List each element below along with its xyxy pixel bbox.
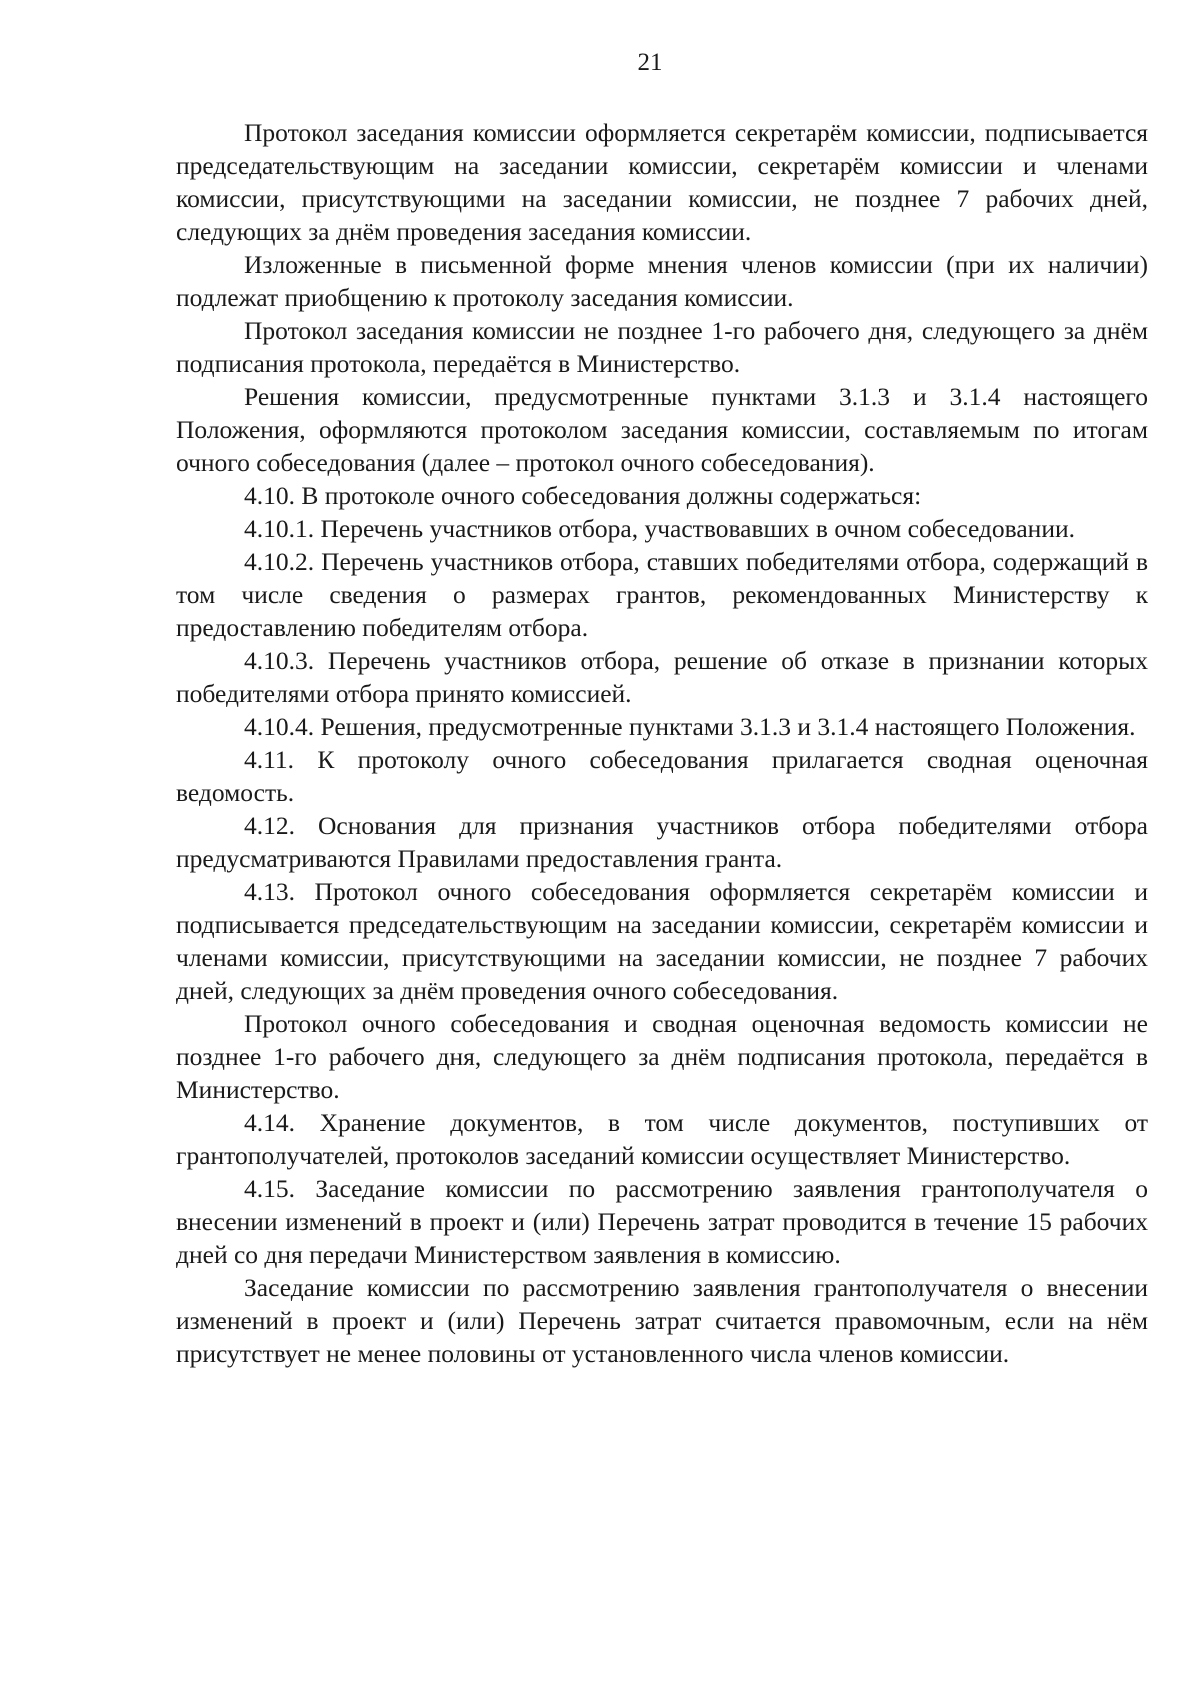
paragraph-clause-4-10-4: 4.10.4. Решения, предусмотренные пунктами 3.1.3 и 3.1.4 настоящего Положения. xyxy=(244,712,1136,741)
paragraph-clause-4-12: 4.12. Основания для признания участников отбора победителями отбора предусматриваются Правилами предоставления гранта. xyxy=(176,811,1148,873)
paragraph: Протокол заседания комиссии не позднее 1-го рабочего дня, следующего за днём подписания протокола, передаётся в Министерство. xyxy=(176,316,1148,378)
paragraph: Решения комиссии, предусмотренные пунктами 3.1.3 и 3.1.4 настоящего Положения, оформляются протоколом заседания комиссии, составляемым по итогам очного собеседования (далее – протокол очного собеседования). xyxy=(176,382,1148,477)
paragraph: Заседание комиссии по рассмотрению заявления грантополучателя о внесении изменений в проект и (или) Перечень затрат считается правомочным, если на нём присутствует не менее половины от установленного числа членов комиссии. xyxy=(176,1273,1148,1368)
paragraph-clause-4-10: 4.10. В протоколе очного собеседования должны содержаться: xyxy=(244,481,922,510)
paragraph: Протокол заседания комиссии оформляется секретарём комиссии, подписывается председательствующим на заседании комиссии, секретарём комиссии и членами комиссии, присутствующими на заседании комиссии, не позднее 7 рабочих дней, следующих за днём проведения заседания комиссии. xyxy=(176,118,1148,246)
paragraph-clause-4-10-1: 4.10.1. Перечень участников отбора, участвовавших в очном собеседовании. xyxy=(244,514,1075,543)
page-number: 21 xyxy=(637,49,663,76)
paragraph-clause-4-15: 4.15. Заседание комиссии по рассмотрению заявления грантополучателя о внесении изменений в проект и (или) Перечень затрат проводится в течение 15 рабочих дней со дня передачи Министерством заявления в комиссию. xyxy=(176,1174,1148,1269)
paragraph: Протокол очного собеседования и сводная оценочная ведомость комиссии не позднее 1-го рабочего дня, следующего за днём подписания протокола, передаётся в Министерство. xyxy=(176,1009,1148,1104)
paragraph-clause-4-11: 4.11. К протоколу очного собеседования прилагается сводная оценочная ведомость. xyxy=(176,745,1148,807)
paragraph-clause-4-10-2: 4.10.2. Перечень участников отбора, ставших победителями отбора, содержащий в том числе сведения о размерах грантов, рекомендованных Министерству к предоставлению победителям отбора. xyxy=(176,547,1148,642)
paragraph: Изложенные в письменной форме мнения членов комиссии (при их наличии) подлежат приобщению к протоколу заседания комиссии. xyxy=(176,250,1148,312)
paragraph-clause-4-10-3: 4.10.3. Перечень участников отбора, решение об отказе в признании которых победителями отбора принято комиссией. xyxy=(176,646,1148,708)
paragraph-clause-4-13: 4.13. Протокол очного собеседования оформляется секретарём комиссии и подписывается председательствующим на заседании комиссии, секретарём комиссии и членами комиссии, присутствующими на заседании комиссии, не позднее 7 рабочих дней, следующих за днём проведения очного собеседования. xyxy=(176,877,1148,1005)
document-body xyxy=(176,116,1148,1370)
paragraph-clause-4-14: 4.14. Хранение документов, в том числе документов, поступивших от грантополучателей, протоколов заседаний комиссии осуществляет Министерство. xyxy=(176,1108,1148,1170)
